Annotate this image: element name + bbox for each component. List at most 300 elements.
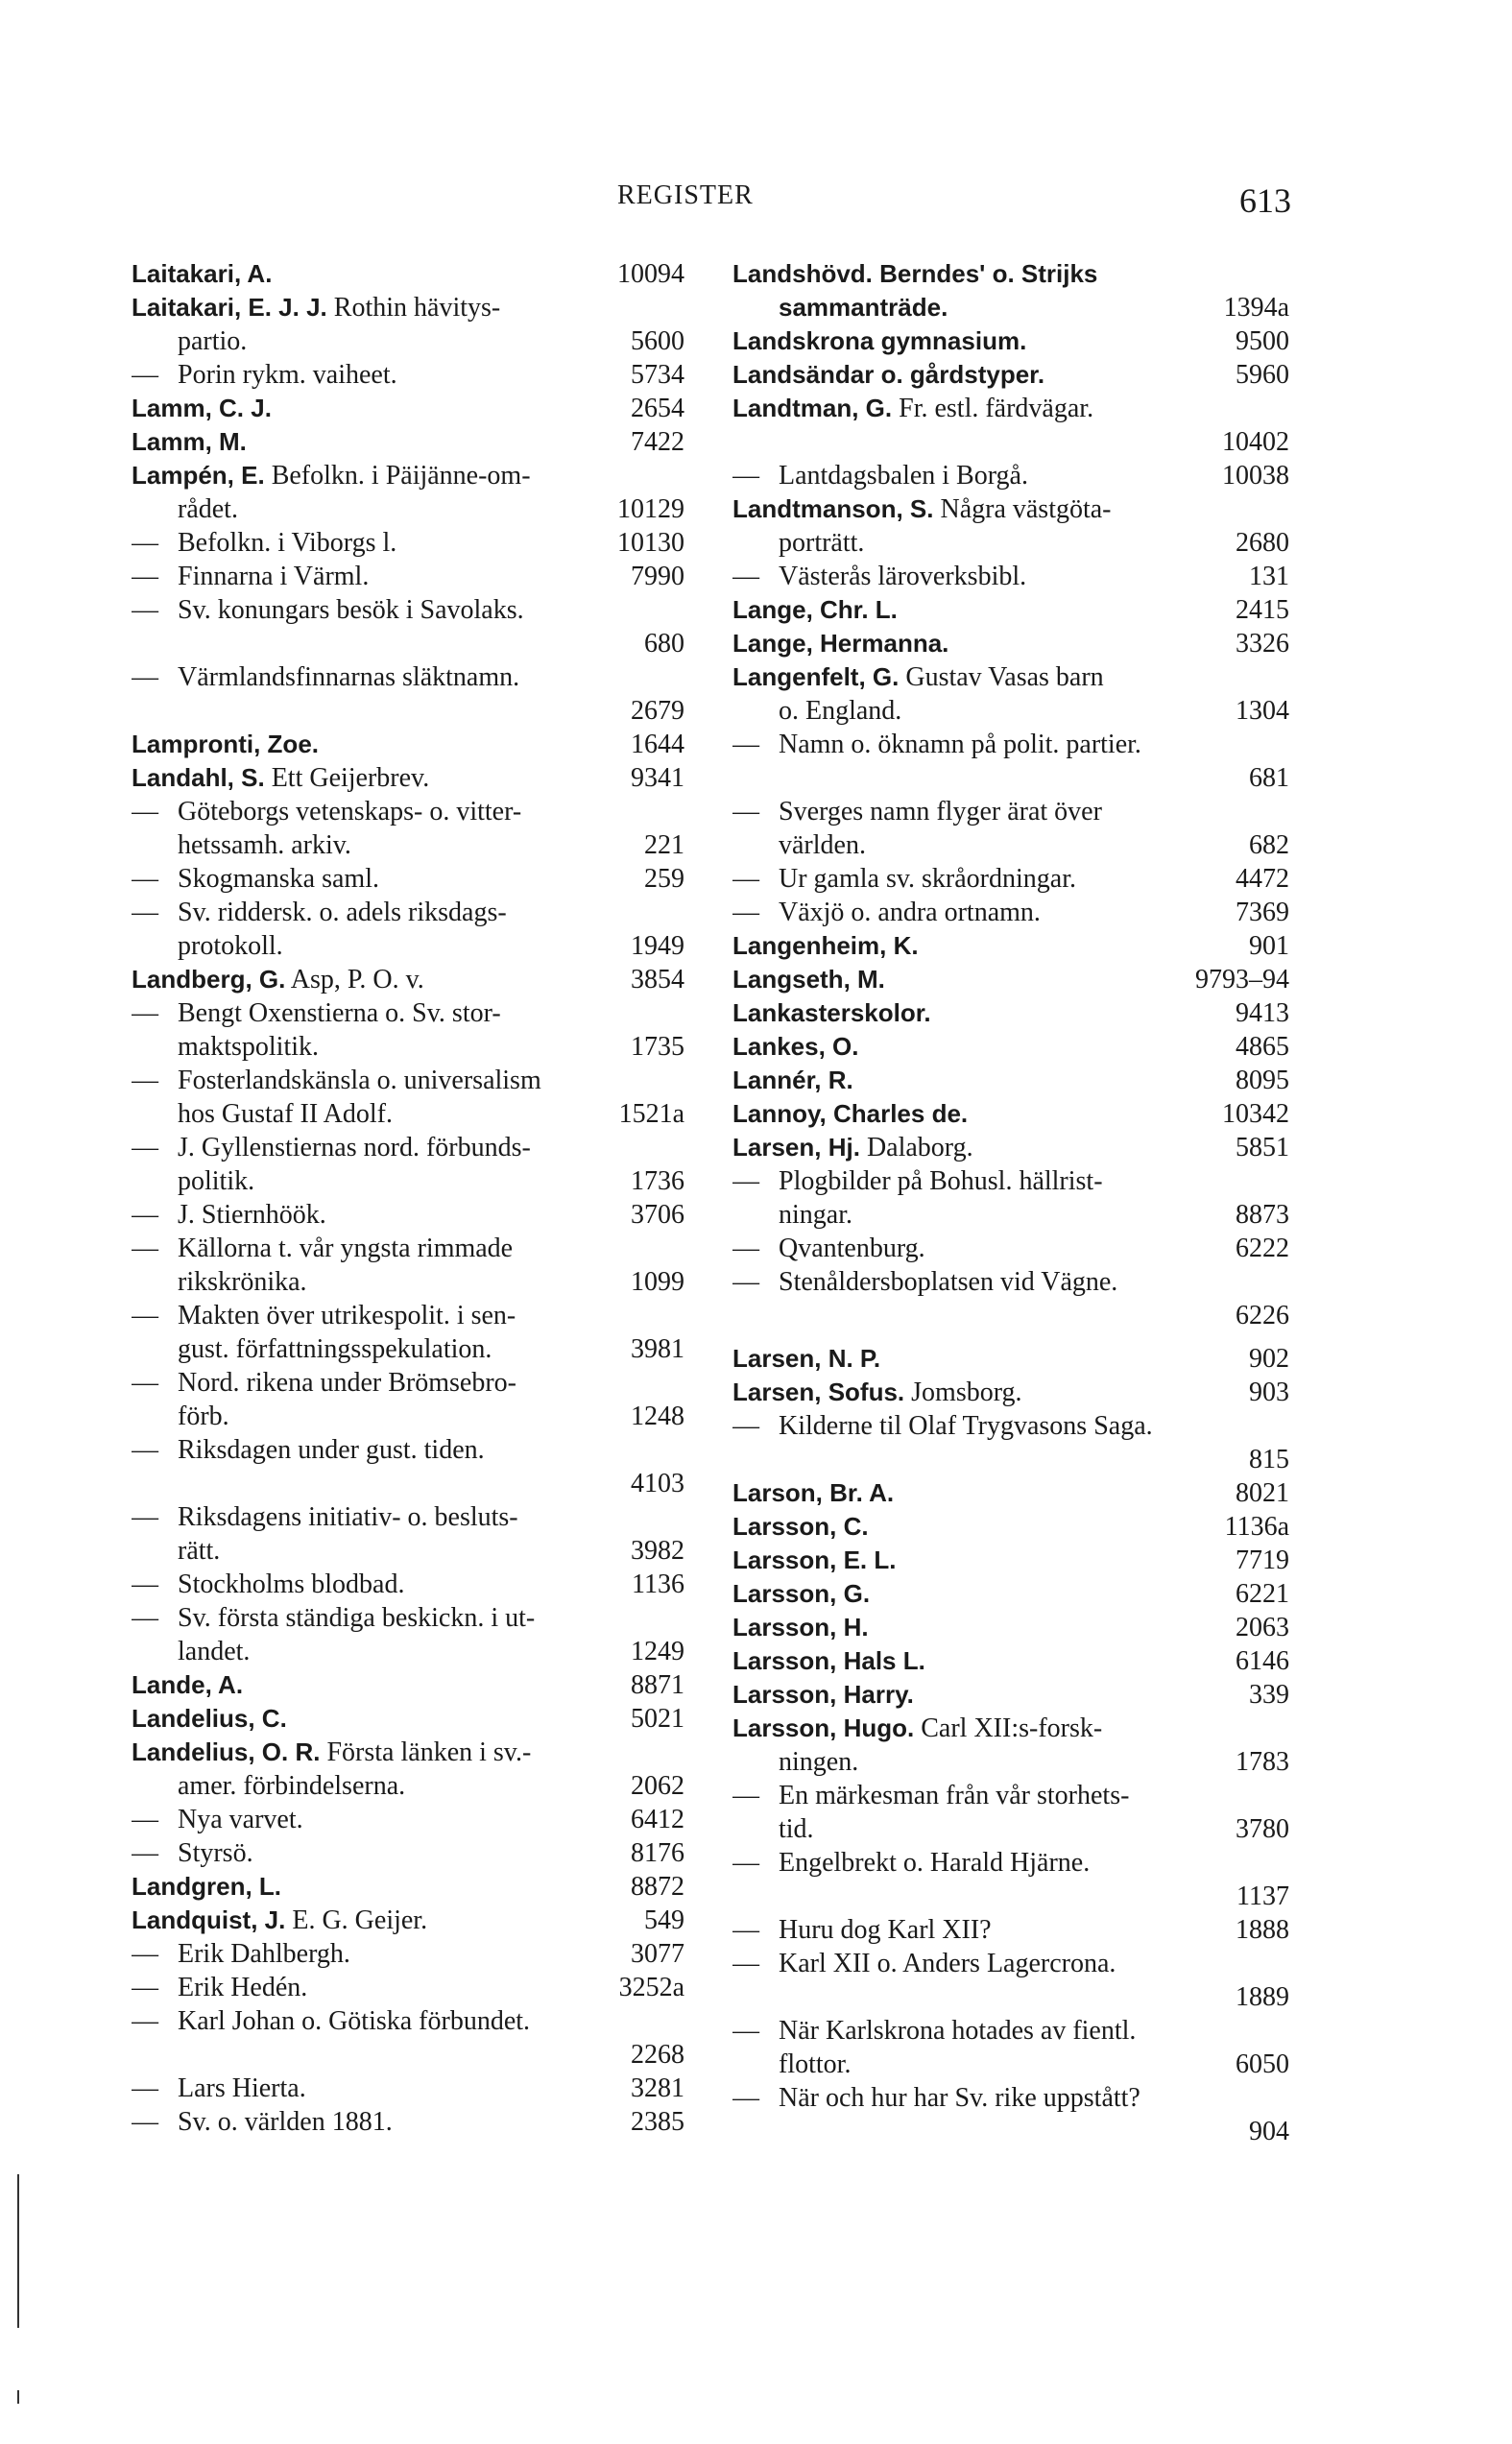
entry-text <box>132 1870 621 1904</box>
entry-number: 10129 <box>617 494 684 524</box>
index-entry <box>732 963 1289 996</box>
entry-text <box>132 1736 684 1769</box>
entry-line <box>132 1198 684 1232</box>
entry-heading: Lankasterskolor. <box>732 998 931 1027</box>
entry-text: amer. förbindelserna. <box>178 1771 406 1801</box>
dash-mark: — <box>132 1569 158 1599</box>
entry-continuation <box>132 324 684 358</box>
entry-heading: Larsson, E. L. <box>732 1545 897 1574</box>
dash-mark: — <box>132 1133 158 1162</box>
entry-text <box>732 1947 1289 1980</box>
entry-continuation <box>132 1030 684 1064</box>
entry-title: En märkesman från vår storhets- <box>779 1781 1130 1810</box>
entry-number: 902 <box>1249 1344 1289 1374</box>
entry-text <box>132 660 684 694</box>
entry-number-line <box>732 761 1289 795</box>
entry-line <box>132 2004 684 2038</box>
index-entry <box>732 324 1289 358</box>
entry-heading: Landahl, S. <box>132 763 265 792</box>
entry-text: maktspolitik. <box>178 1032 319 1062</box>
entry-heading: Lamm, C. J. <box>132 394 272 422</box>
entry-title: Skogmanska saml. <box>178 864 379 894</box>
index-entry <box>732 392 1289 459</box>
entry-line <box>732 963 1289 996</box>
entry-title: Lars Hierta. <box>178 2073 306 2103</box>
entry-text <box>732 358 1226 392</box>
dash-mark: — <box>132 1939 158 1969</box>
entry-line <box>732 392 1289 425</box>
entry-text <box>132 1131 684 1164</box>
entry-text: porträtt. <box>779 528 865 558</box>
entry-title: Ur gamla sv. skråordningar. <box>779 864 1076 894</box>
index-subentry <box>132 2105 684 2139</box>
entry-number: 9500 <box>1236 326 1289 356</box>
entry-title: Rothin hävitys- <box>326 293 501 323</box>
entry-number: 9341 <box>631 763 684 793</box>
entry-number-line <box>732 1299 1289 1332</box>
entry-title: Sv. första ständiga beskickn. i ut- <box>178 1603 536 1633</box>
index-subentry <box>732 1164 1289 1232</box>
index-entry <box>132 392 684 425</box>
entry-text: tid. <box>779 1814 814 1844</box>
entry-line <box>132 1299 684 1332</box>
index-column-right <box>732 257 1289 2148</box>
index-subentry <box>132 1803 684 1836</box>
entry-line <box>732 1779 1289 1812</box>
dash-mark: — <box>132 1368 158 1398</box>
entry-text <box>732 1779 1289 1812</box>
entry-continuation <box>132 1097 684 1131</box>
entry-number: 4472 <box>1236 864 1289 894</box>
entry-line <box>132 526 684 560</box>
entry-number: 339 <box>1249 1680 1289 1710</box>
entry-number: 1521a <box>618 1099 684 1129</box>
entry-title: Nord. rikena under Brömsebro- <box>178 1368 517 1398</box>
index-subentry <box>732 896 1289 929</box>
entry-heading: Laitakari, A. <box>132 259 273 288</box>
entry-text <box>132 1937 621 1971</box>
entry-heading: Lampén, E. <box>132 461 265 490</box>
entry-text: rätt. <box>178 1536 221 1566</box>
entry-number: 8871 <box>631 1670 684 1700</box>
entry-title: Plogbilder på Bohusl. hällrist- <box>779 1166 1103 1196</box>
entry-heading: Lange, Hermanna. <box>732 629 949 658</box>
entry-title: Carl XII:s-forsk- <box>914 1713 1103 1743</box>
entry-number: 1949 <box>631 931 684 961</box>
entry-line <box>132 2105 684 2139</box>
entry-title: Ett Geijerbrev. <box>264 763 430 793</box>
entry-title: Bengt Oxenstierna o. Sv. stor- <box>178 998 501 1028</box>
entry-title: E. G. Geijer. <box>285 1905 428 1935</box>
dash-mark: — <box>732 1848 759 1878</box>
entry-line <box>132 560 684 593</box>
index-subentry <box>132 1131 684 1198</box>
entry-text: världen. <box>779 830 866 860</box>
entry-line <box>732 1644 1289 1678</box>
entry-line <box>132 1668 684 1702</box>
entry-number: 904 <box>1249 2117 1289 2146</box>
entry-number-line <box>732 1880 1289 1913</box>
entry-number: 3981 <box>631 1334 684 1364</box>
entry-line <box>732 1265 1289 1299</box>
entry-line <box>732 728 1289 761</box>
entry-title: Erik Hedén. <box>178 1973 308 2002</box>
dash-mark: — <box>732 864 759 894</box>
entry-number: 10342 <box>1222 1099 1289 1129</box>
entry-title: J. Stiernhöök. <box>178 1200 326 1230</box>
entry-number: 7990 <box>631 562 684 591</box>
entry-title: Lantdagsbalen i Borgå. <box>779 461 1028 491</box>
entry-text <box>732 324 1226 358</box>
entry-text <box>732 593 1226 627</box>
dash-mark: — <box>132 1603 158 1633</box>
entry-heading: Lampronti, Zoe. <box>132 730 319 758</box>
entry-number: 3706 <box>631 1200 684 1230</box>
entry-text <box>732 896 1226 929</box>
entry-text <box>732 1342 1239 1376</box>
index-subentry <box>732 1409 1289 1476</box>
entry-continuation <box>132 1635 684 1668</box>
entry-line <box>732 1131 1289 1164</box>
dash-mark: — <box>732 1234 759 1263</box>
entry-heading: Landberg, G. <box>132 965 286 994</box>
entry-line <box>732 2014 1289 2048</box>
entry-text <box>132 728 621 761</box>
index-subentry <box>132 1971 684 2004</box>
entry-text <box>732 1376 1239 1409</box>
index-subentry <box>132 795 684 862</box>
entry-text: ningen. <box>779 1747 859 1777</box>
entry-heading: Lankes, O. <box>732 1032 859 1061</box>
entry-number: 8176 <box>631 1838 684 1868</box>
entry-number: 3326 <box>1236 629 1289 659</box>
entry-number: 1249 <box>631 1637 684 1666</box>
entry-number: 1099 <box>631 1267 684 1297</box>
entry-title: Sverges namn flyger ärat över <box>779 797 1102 827</box>
index-subentry <box>732 1265 1289 1332</box>
dash-mark: — <box>732 562 759 591</box>
entry-title: Fr. estl. färdvägar. <box>892 394 1094 423</box>
entry-number: 221 <box>644 830 684 860</box>
entry-heading: Lange, Chr. L. <box>732 595 898 624</box>
entry-title: Göteborgs vetenskaps- o. vitter- <box>178 797 522 827</box>
entry-line <box>732 1712 1289 1745</box>
dash-mark: — <box>132 562 158 591</box>
entry-text <box>132 2105 621 2139</box>
entry-line <box>132 392 684 425</box>
entry-continuation <box>132 1265 684 1299</box>
entry-line <box>132 1131 684 1164</box>
entry-number: 1394a <box>1223 293 1289 323</box>
entry-number: 1304 <box>1236 696 1289 726</box>
entry-heading: Lannoy, Charles de. <box>732 1099 969 1128</box>
entry-number: 1888 <box>1236 1915 1289 1945</box>
entry-text <box>132 795 684 828</box>
dash-mark: — <box>732 1166 759 1196</box>
entry-number: 5600 <box>631 326 684 356</box>
entry-title: Riksdagens initiativ- o. besluts- <box>178 1502 518 1532</box>
entry-line <box>732 862 1289 896</box>
entry-heading: Larsson, Harry. <box>732 1680 914 1709</box>
entry-text <box>132 1232 684 1265</box>
index-subentry <box>132 593 684 660</box>
entry-line <box>732 795 1289 828</box>
entry-text <box>132 896 684 929</box>
entry-line <box>732 593 1289 627</box>
entry-line <box>132 425 684 459</box>
entry-number: 2679 <box>631 696 684 726</box>
entry-text: partio. <box>178 326 248 356</box>
dash-mark: — <box>132 898 158 927</box>
index-subentry <box>132 2072 684 2105</box>
entry-number: 9413 <box>1236 998 1289 1028</box>
index-entry <box>732 593 1289 627</box>
index-entry <box>132 728 684 761</box>
entry-line <box>132 660 684 694</box>
entry-text <box>732 1846 1289 1880</box>
entry-line <box>732 1476 1289 1510</box>
entry-heading: Larsson, C. <box>732 1512 869 1541</box>
entry-text: rikskrönika. <box>178 1267 307 1297</box>
entry-line <box>732 1913 1289 1947</box>
entry-title: Finnarna i Värml. <box>178 562 370 591</box>
spacer <box>732 1332 1289 1342</box>
entry-number: 6222 <box>1236 1234 1289 1263</box>
entry-text <box>132 963 621 996</box>
entry-number: 682 <box>1249 830 1289 860</box>
dash-mark: — <box>132 1200 158 1230</box>
entry-number: 8872 <box>631 1872 684 1902</box>
index-entry <box>732 1064 1289 1097</box>
entry-number: 1736 <box>631 1166 684 1196</box>
index-subentry <box>732 862 1289 896</box>
entry-title: Jomsborg. <box>904 1378 1022 1407</box>
dash-mark: — <box>732 1411 759 1441</box>
index-entry <box>732 929 1289 963</box>
dash-mark: — <box>132 2107 158 2137</box>
entry-number: 2063 <box>1236 1613 1289 1642</box>
entry-line <box>132 1870 684 1904</box>
entry-text <box>732 1510 1215 1544</box>
entry-line <box>732 1510 1289 1544</box>
entry-heading: Landshövd. Berndes' o. Strijks <box>732 259 1098 288</box>
entry-number: 5851 <box>1236 1133 1289 1162</box>
entry-line <box>132 2072 684 2105</box>
index-subentry <box>732 1846 1289 1913</box>
entry-line <box>732 1846 1289 1880</box>
entry-text <box>732 2081 1289 2115</box>
index-subentry <box>132 1601 684 1668</box>
entry-continuation <box>732 1812 1289 1846</box>
entry-text <box>732 560 1239 593</box>
index-entry <box>732 1611 1289 1644</box>
entry-text <box>732 1164 1289 1198</box>
index-entry <box>732 627 1289 660</box>
entry-heading: Langenheim, K. <box>732 931 919 960</box>
entry-text <box>132 2072 621 2105</box>
entry-text <box>732 963 1186 996</box>
entry-number: 10094 <box>617 259 684 289</box>
dash-mark: — <box>132 1435 158 1465</box>
entry-number: 2415 <box>1236 595 1289 625</box>
entry-text <box>132 425 621 459</box>
entry-number: 549 <box>644 1905 684 1935</box>
entry-continuation <box>732 291 1289 324</box>
entry-text <box>132 1198 621 1232</box>
entry-number: 4103 <box>631 1469 684 1498</box>
entry-number-line <box>732 1980 1289 2014</box>
entry-line <box>132 795 684 828</box>
entry-title: Asp, P. O. v. <box>285 965 424 994</box>
index-entry <box>732 1644 1289 1678</box>
entry-text <box>732 1265 1289 1299</box>
dash-mark: — <box>132 797 158 827</box>
entry-number-line <box>132 2038 684 2072</box>
entry-heading: Landelius, O. R. <box>132 1737 321 1766</box>
index-subentry <box>132 1064 684 1131</box>
entry-heading: Larsen, N. P. <box>732 1344 881 1373</box>
entry-line <box>732 896 1289 929</box>
entry-text: sammanträde. <box>779 293 948 322</box>
entry-continuation <box>132 1769 684 1803</box>
entry-continuation <box>132 1400 684 1433</box>
index-subentry <box>132 1366 684 1433</box>
index-entry <box>132 1668 684 1702</box>
dash-mark: — <box>132 360 158 390</box>
index-subentry <box>732 1779 1289 1846</box>
entry-continuation <box>132 1534 684 1568</box>
entry-number: 1136a <box>1224 1512 1289 1542</box>
entry-heading: Landsändar o. gårdstyper. <box>732 360 1045 389</box>
index-subentry <box>132 1568 684 1601</box>
index-subentry <box>732 2014 1289 2081</box>
page-number: 613 <box>1239 181 1291 220</box>
entry-line <box>132 1904 684 1937</box>
index-entry <box>132 291 684 358</box>
entry-text <box>132 1568 622 1601</box>
entry-text <box>132 1803 621 1836</box>
entry-number: 3982 <box>631 1536 684 1566</box>
entry-line <box>132 1836 684 1870</box>
entry-title: Nya varvet. <box>178 1805 303 1834</box>
entry-number: 5734 <box>631 360 684 390</box>
index-entry <box>732 1376 1289 1409</box>
entry-line <box>732 459 1289 492</box>
index-subentry <box>732 795 1289 862</box>
entry-text <box>132 291 684 324</box>
entry-number: 8021 <box>1236 1478 1289 1508</box>
dash-mark: — <box>132 1838 158 1868</box>
entry-title: Värmlandsfinnarnas släktnamn. <box>178 662 520 692</box>
entry-title: Sv. o. världen 1881. <box>178 2107 393 2137</box>
entry-title: Karl Johan o. Götiska förbundet. <box>178 2006 531 2036</box>
entry-title: Styrsö. <box>178 1838 253 1868</box>
entry-line <box>732 1030 1289 1064</box>
index-subentry <box>132 896 684 963</box>
entry-heading: Larsson, G. <box>732 1579 871 1608</box>
entry-number: 1783 <box>1236 1747 1289 1777</box>
entry-number-line <box>132 627 684 660</box>
entry-title: Befolkn. i Päijänne-om- <box>264 461 531 491</box>
entry-number: 7719 <box>1236 1545 1289 1575</box>
dash-mark: — <box>132 864 158 894</box>
entry-heading: Landquist, J. <box>132 1905 286 1934</box>
entry-line <box>132 1366 684 1400</box>
entry-line <box>132 896 684 929</box>
dash-mark: — <box>132 528 158 558</box>
entry-line <box>132 996 684 1030</box>
entry-line <box>132 459 684 492</box>
entry-number: 7422 <box>631 427 684 457</box>
entry-line <box>732 1544 1289 1577</box>
margin-rule <box>17 2174 19 2328</box>
entry-line <box>732 257 1289 291</box>
entry-text <box>132 1702 621 1736</box>
entry-number: 1248 <box>631 1402 684 1431</box>
entry-number: 9793–94 <box>1195 965 1289 994</box>
entry-text <box>732 257 1289 291</box>
index-subentry <box>132 996 684 1064</box>
entry-text <box>732 1712 1289 1745</box>
entry-number: 1889 <box>1236 1982 1289 2012</box>
entry-line <box>132 1568 684 1601</box>
index-subentry <box>132 1937 684 1971</box>
entry-number: 1735 <box>631 1032 684 1062</box>
entry-number-line <box>732 2115 1289 2148</box>
entry-line <box>132 1736 684 1769</box>
index-subentry <box>132 1198 684 1232</box>
entry-title: Stockholms blodbad. <box>178 1569 405 1599</box>
entry-line <box>132 1500 684 1534</box>
entry-heading: Lande, A. <box>132 1670 244 1699</box>
index-entry <box>732 1577 1289 1611</box>
index-entry <box>732 1712 1289 1779</box>
entry-line <box>732 492 1289 526</box>
entry-line <box>132 1971 684 2004</box>
entry-number: 3077 <box>631 1939 684 1969</box>
entry-title: Namn o. öknamn på polit. partier. <box>779 730 1141 759</box>
index-entry <box>132 1702 684 1736</box>
entry-number-line <box>732 425 1289 459</box>
dash-mark: — <box>732 2083 759 2113</box>
index-subentry <box>732 1947 1289 2014</box>
dash-mark: — <box>732 730 759 759</box>
entry-text: gust. författningsspekulation. <box>178 1334 492 1364</box>
entry-line <box>732 1611 1289 1644</box>
dash-mark: — <box>732 461 759 491</box>
index-entry <box>732 358 1289 392</box>
entry-text <box>132 1500 684 1534</box>
entry-number: 1644 <box>631 730 684 759</box>
dash-mark: — <box>732 1781 759 1810</box>
index-subentry <box>732 459 1289 492</box>
entry-line <box>132 1803 684 1836</box>
entry-text <box>732 660 1289 694</box>
entry-line <box>732 660 1289 694</box>
dash-mark: — <box>132 2073 158 2103</box>
entry-heading: Landgren, L. <box>132 1872 281 1901</box>
entry-title: När och hur har Sv. rike uppstått? <box>779 2083 1140 2113</box>
entry-heading: Landtmanson, S. <box>732 494 934 523</box>
index-entry <box>732 1510 1289 1544</box>
index-subentry <box>732 2081 1289 2148</box>
index-column-left <box>132 257 684 2139</box>
entry-text: hetssamh. arkiv. <box>178 830 351 860</box>
entry-line <box>732 996 1289 1030</box>
entry-text <box>132 862 635 896</box>
entry-line <box>732 2081 1289 2115</box>
entry-line <box>732 1097 1289 1131</box>
